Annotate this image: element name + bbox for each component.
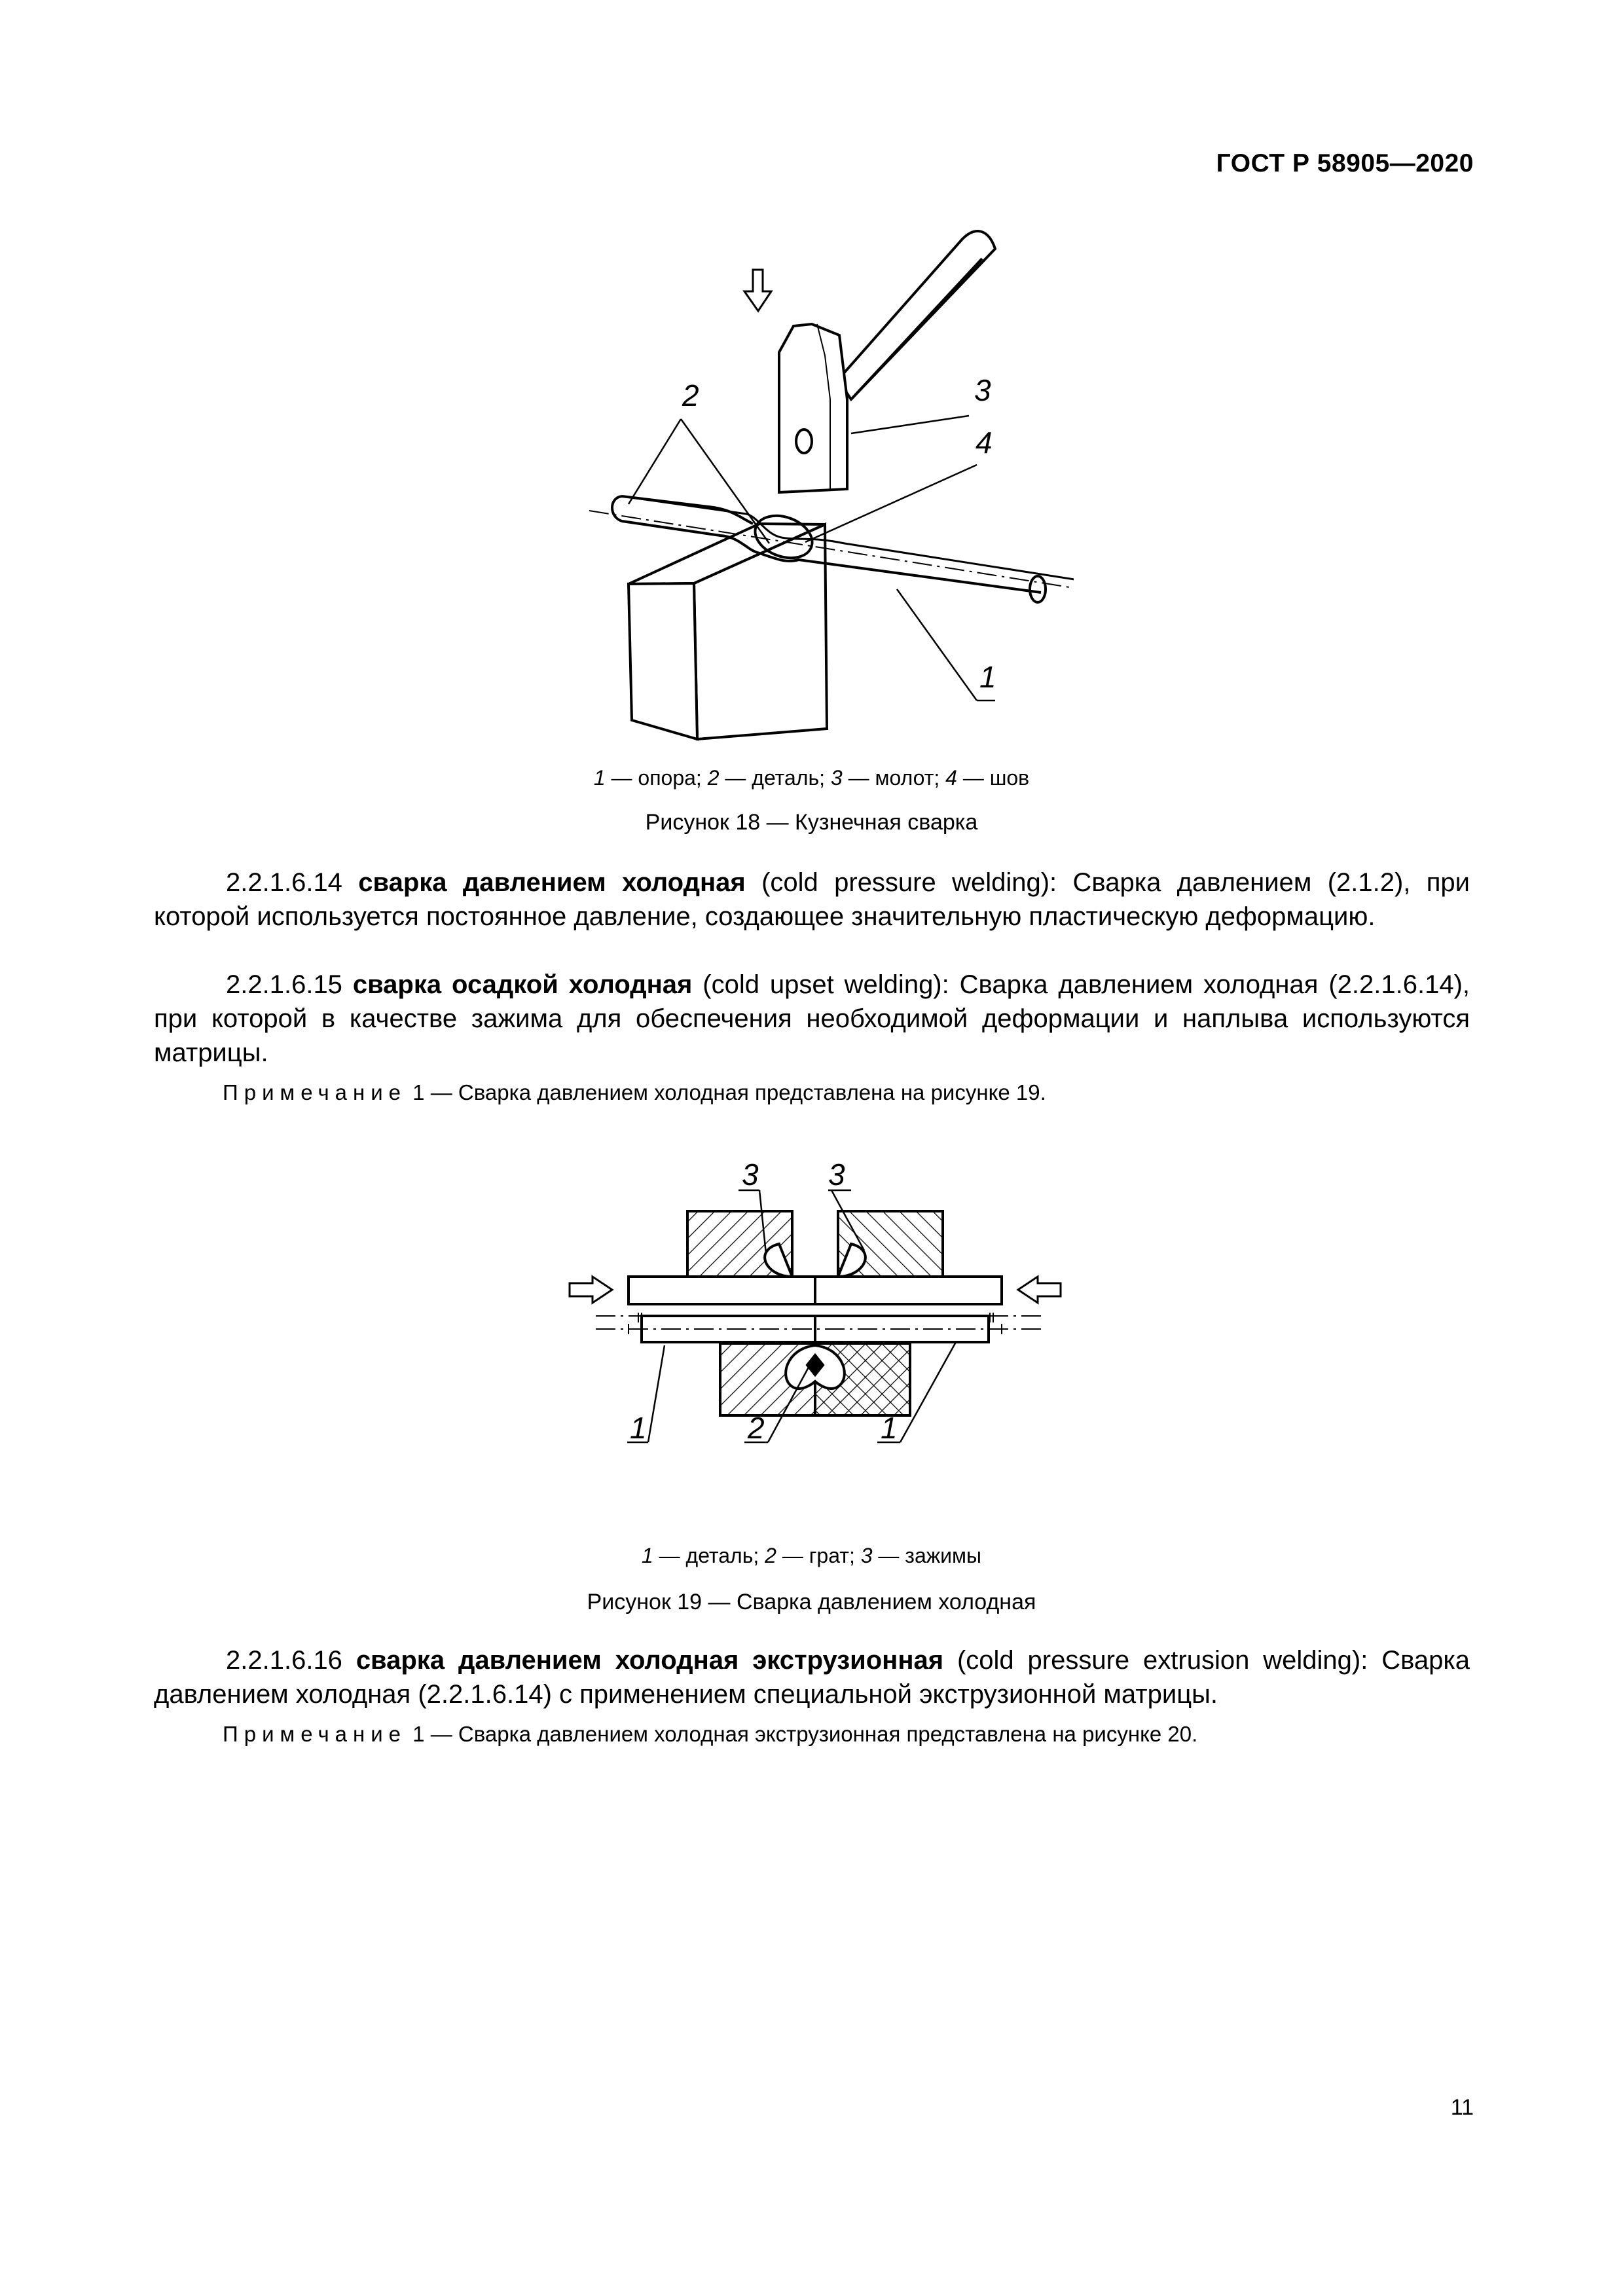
page-number: 11 [1450,2095,1474,2120]
callout-2: 2 [682,378,699,412]
callout-3-left: 3 [742,1157,759,1192]
callout-2: 2 [748,1411,765,1445]
figure-19-legend: 1 — деталь; 2 — грат; 3 — зажимы [641,1544,982,1567]
upper-clamps [687,1211,943,1277]
callout-3: 3 [974,373,991,407]
hammer [779,231,995,504]
figure-18-legend: 1 — опора; 2 — деталь; 3 — молот; 4 — шов [593,766,1030,790]
paragraph-2-2-1-6-15: 2.2.1.6.15 сварка осадкой холодная (cold upset welding): Сварка давлением холодная (2.2.1.6.14), при которой в качестве зажима для обеспечения необходимой деформации и наплыва используются матрицы. [154,970,1470,1067]
document-code: ГОСТ Р 58905—2020 [1216,149,1474,177]
note-figure-20: Примечание 1 — Сварка давлением холодная экструзионная представлена на рисунке 20. [223,1722,1198,1746]
callout-1-left: 1 [630,1411,647,1445]
paragraph-2-2-1-6-14: 2.2.1.6.14 сварка давлением холодная (cold pressure welding): Сварка давлением (2.1.2), при которой используется постоянное давление, создающее значительную пластическую деформацию. [154,868,1470,931]
note-figure-19: Примечание 1 — Сварка давлением холодная представлена на рисунке 19. [223,1080,1046,1104]
callout-4: 4 [976,426,993,460]
paragraph-2-2-1-6-16: 2.2.1.6.16 сварка давлением холодная экструзионная (cold pressure extrusion welding): Сварка давлением холодная (2.2.1.6.14) с применением специальной экструзионной матрицы. [154,1646,1470,1709]
figure-18-forge-welding-drawing [563,229,1074,746]
lower-die [720,1343,910,1415]
down-arrow-icon [744,270,771,311]
callout-1-right: 1 [881,1411,898,1445]
callout-3-right: 3 [828,1157,845,1192]
figure-18-caption: Рисунок 18 — Кузнечная сварка [645,810,978,835]
workpieces [596,1277,1041,1342]
callout-1: 1 [979,660,996,694]
figure-19-cold-upset-welding-drawing [556,1152,1074,1467]
right-arrow-icon [570,1277,612,1303]
left-arrow-icon [1018,1277,1061,1303]
figure-19-caption: Рисунок 19 — Сварка давлением холодная [587,1590,1036,1614]
